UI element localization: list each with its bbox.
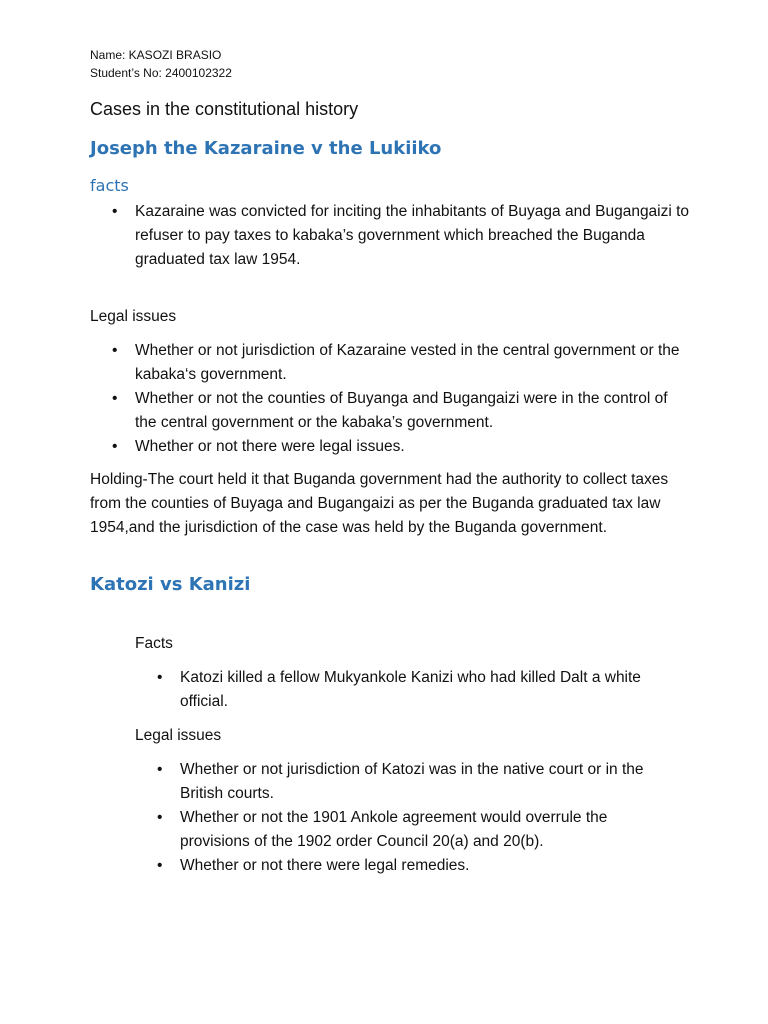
- case2-facts-heading: Facts: [135, 635, 173, 652]
- list-item: • Whether or not the 1901 Ankole agreement would overrule the provisions of the 1902 order Council 20(a) and 20(b).: [135, 806, 680, 854]
- case1-legal-issues-list: [90, 339, 690, 459]
- case1-facts-list: [90, 200, 690, 272]
- case1-heading: Joseph the Kazaraine v the Lukiiko: [90, 138, 442, 159]
- case2-heading: Katozi vs Kanizi: [90, 574, 251, 595]
- list-item: • Whether or not there were legal issues.: [90, 435, 690, 459]
- case2-facts-list: [135, 666, 680, 714]
- list-item: • Katozi killed a fellow Mukyankole Kanizi who had killed Dalt a white official.: [135, 666, 680, 714]
- case1-facts-heading: facts: [90, 176, 129, 195]
- list-item: • Whether or not jurisdiction of Kazaraine vested in the central government or the kabaka‘s government.: [90, 339, 690, 387]
- case1-holding: Holding-The court held it that Buganda government had the authority to collect taxes from the counties of Buyaga and Bugangaizi as per the Buganda graduated tax law 1954,and the jurisdiction of the case was held by the Buganda government.: [90, 471, 669, 536]
- document-title: Cases in the constitutional history: [90, 99, 359, 119]
- case2-legal-issues-heading: Legal issues: [135, 727, 222, 744]
- student-number: Student’s No: 2400102322: [90, 66, 232, 80]
- student-info: [90, 46, 232, 82]
- list-item: • Whether or not the counties of Buyanga and Bugangaizi were in the control of the central government or the kabaka’s government.: [90, 387, 690, 435]
- case2-legal-issues-list: [135, 758, 680, 878]
- list-item: • Whether or not jurisdiction of Katozi was in the native court or in the British courts.: [135, 758, 680, 806]
- case1-legal-issues-heading: Legal issues: [90, 308, 177, 325]
- student-name: Name: KASOZI BRASIO: [90, 48, 222, 62]
- list-item: • Whether or not there were legal remedies.: [135, 854, 680, 878]
- list-item: • Kazaraine was convicted for inciting the inhabitants of Buyaga and Bugangaizi to refuser to pay taxes to kabaka’s government which breached the Buganda graduated tax law 1954.: [90, 200, 690, 272]
